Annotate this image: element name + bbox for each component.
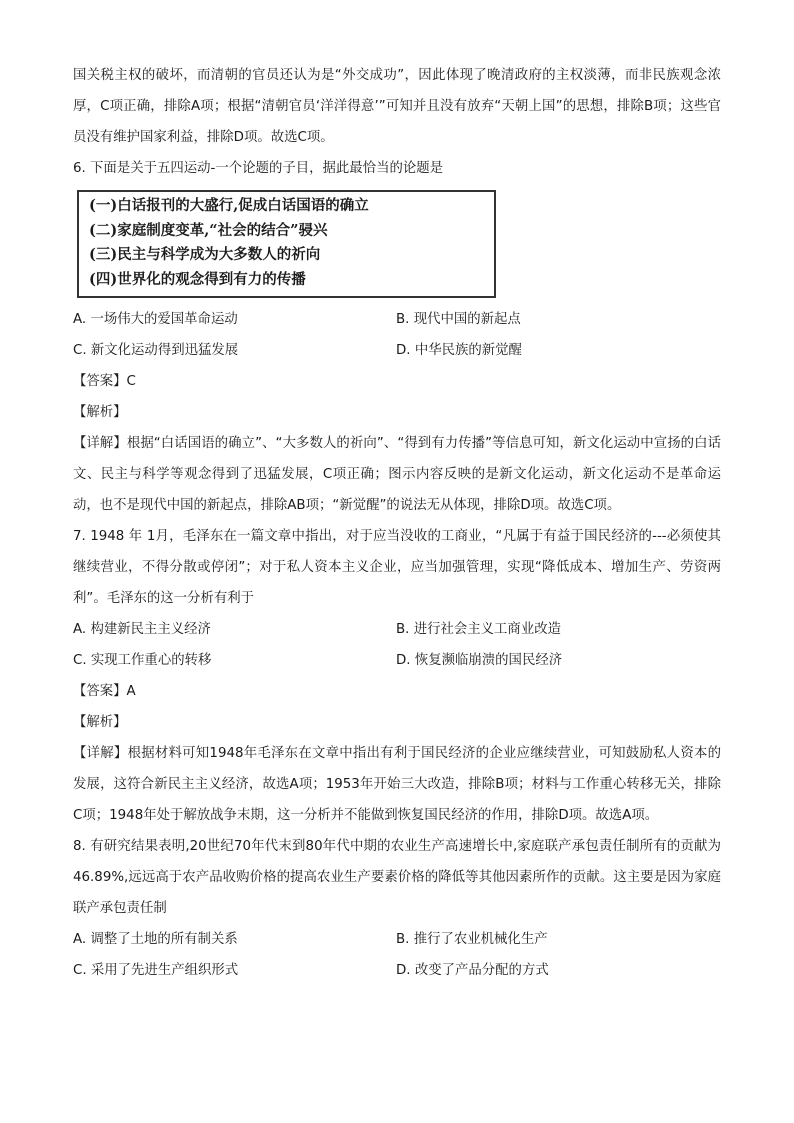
q6-detail: 【详解】根据“白话国语的确立”、“大多数人的祈向”、“得到有力传播”等信息可知，新文化运动中宣扬的白话文、民主与科学等观念得到了迅猛发展，C项正确；图示内容反映的是新文化运动，新文化运动不是革命运动，也不是现代中国的新起点，排除AB项；“新觉醒”的说法无从体现，排除D项。故选C项。 [73,436,721,513]
document-page [73,60,721,986]
q6-answer: 【答案】C [73,374,136,389]
q8-stem: 8. 有研究结果表明,20世纪70年代末到80年代中期的农业生产高速增长中,家庭联产承包责任制所有的贡献为46.89%,远远高于农产品收购价格的提高农业生产要素价格的降低等其他因素所作的贡献。这主要是因为家庭联产承包责任制 [73,839,721,916]
q6-topic-box [77,190,496,298]
question-8 [73,831,721,986]
q8-option-a: A. 调整了土地的所有制关系 [73,932,238,947]
q7-option-c: C. 实现工作重心的转移 [73,653,212,668]
q6-stem: 6. 下面是关于五四运动-一个论题的子目，据此最恰当的论题是 [73,161,444,176]
q6-options [73,304,721,366]
q7-detail: 【详解】根据材料可知1948年毛泽东在文章中指出有利于国民经济的企业应继续营业，可知鼓励私人资本的发展，这符合新民主主义经济，故选A项；1953年开始三大改造，排除B项；材料与工作重心转移无关，排除C项；1948年处于解放战争末期，这一分析并不能做到恢复国民经济的作用，排除D项。故选A项。 [73,746,721,823]
q6-option-a: A. 一场伟大的爱国革命运动 [73,312,238,327]
q5-analysis-continuation: 国关税主权的破坏，而清朝的官员还认为是“外交成功”，因此体现了晚清政府的主权淡薄，而非民族观念浓厚，C项正确，排除A项；根据“清朝官员‘洋洋得意’”可知并且没有放弃“天朝上国”的思想，排除B项；这些官员没有维护国家利益，排除D项。故选C项。 [73,68,721,145]
q6-analysis-heading: 【解析】 [73,405,127,420]
q6-box-line-1: (一)白话报刊的大盛行,促成白话国语的确立 [89,197,369,214]
q7-option-b: B. 进行社会主义工商业改造 [396,622,561,637]
q7-stem: 7. 1948 年 1月，毛泽东在一篇文章中指出，对于应当没收的工商业，“凡属于有益于国民经济的---必须使其继续营业，不得分散或停闭”；对于私人资本主义企业，应当加强管理，实现“降低成本、增加生产、劳资两利”。毛泽东的这一分析有利于 [73,529,721,606]
q7-option-d: D. 恢复濒临崩溃的国民经济 [396,653,563,668]
question-7 [73,521,721,831]
q8-option-d: D. 改变了产品分配的方式 [396,963,549,978]
q7-analysis-heading: 【解析】 [73,715,127,730]
q6-option-d: D. 中华民族的新觉醒 [396,343,522,358]
q7-option-a: A. 构建新民主主义经济 [73,622,211,637]
q8-option-c: C. 采用了先进生产组织形式 [73,963,239,978]
q8-options [73,924,721,986]
question-6 [73,153,721,521]
q8-option-b: B. 推行了农业机械化生产 [396,932,548,947]
q7-answer: 【答案】A [73,684,136,699]
q7-options [73,614,721,676]
q6-option-b: B. 现代中国的新起点 [396,312,521,327]
q6-box-line-4: (四)世界化的观念得到有力的传播 [89,270,306,288]
q6-option-c: C. 新文化运动得到迅猛发展 [73,343,239,358]
q6-box-line-3: (三)民主与科学成为大多数人的祈向 [89,246,321,263]
q6-box-line-2: (二)家庭制度变革,“社会的结合”骎兴 [89,221,328,239]
